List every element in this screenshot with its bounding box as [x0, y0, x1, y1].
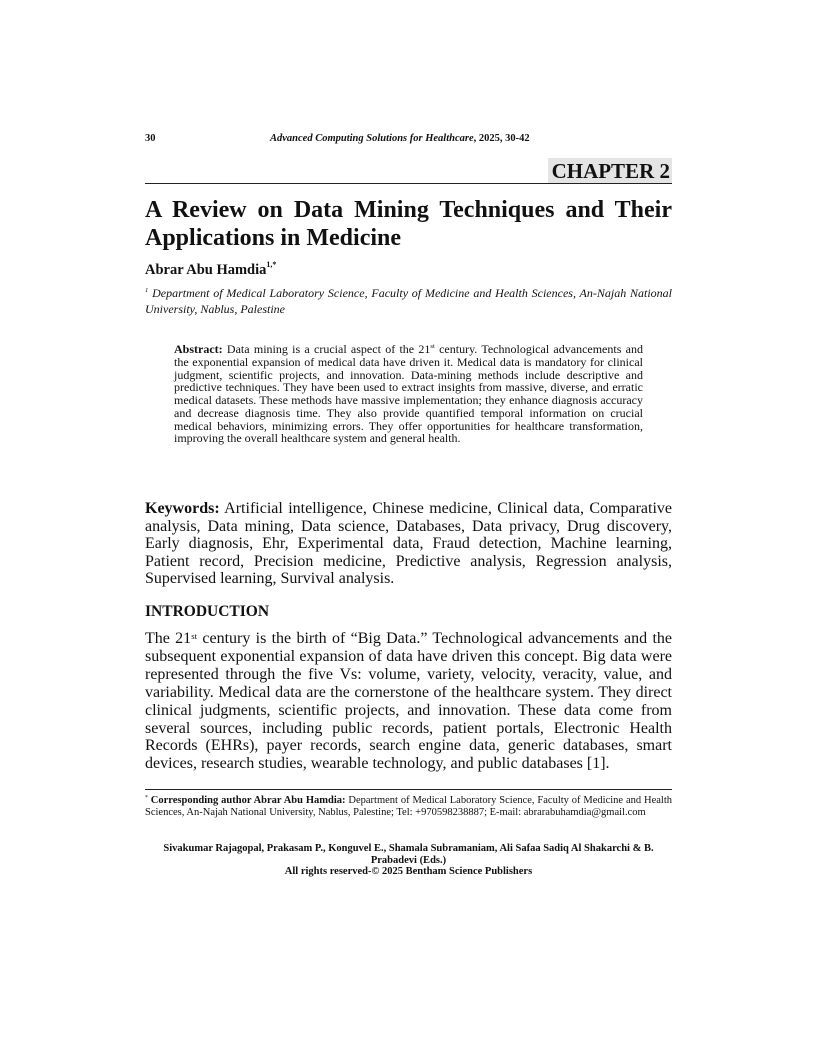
editors: Sivakumar Rajagopal, Prakasam P., Konguvel E., Shamala Subramaniam, Ali Safaa Sadiq Al Shakarchi & B. Prabadevi (Eds.)	[163, 843, 654, 866]
introduction-paragraph	[145, 630, 672, 773]
chapter-label: CHAPTER 2	[548, 158, 672, 183]
abstract-label: Abstract:	[174, 342, 223, 356]
chapter-title: A Review on Data Mining Techniques and Their Applications in Medicine	[145, 197, 672, 251]
abstract-text: Data mining is a crucial aspect of the 21	[222, 342, 431, 356]
chapter-divider	[145, 183, 672, 184]
intro-sup: st	[191, 631, 198, 641]
footnote-mark: *	[145, 795, 148, 801]
intro-text: The 21	[145, 630, 192, 647]
keywords-text: Artificial intelligence, Chinese medicine, Clinical data, Comparative analysis, Data mining, Data science, Databases, Data privacy, Drug discovery, Early diagnosis, Ehr, Experimental data, Fraud detection, Machine learning, Patient record, Precision medicine, Predictive analysis, Regression analysis, Supervised learning, Survival analysis.	[145, 500, 672, 588]
abstract	[174, 343, 643, 445]
author-name: Abrar Abu Hamdia	[145, 262, 267, 278]
author-affiliation-mark: 1,*	[266, 260, 277, 269]
journal-pages: , 2025, 30-42	[473, 133, 530, 144]
abstract-text-cont: century. Technological advancements and the exponential expansion of medical data have driven it. Medical data is mandatory for clinical judgment, scientific projects, and innovation. Data-mining methods include descriptive and predictive techniques. They have been used to extract insights from massive, diverse, and erratic medical datasets. These methods have massive implementation; they enhance diagnosis accuracy and decrease diagnosis time. They also provide quantified temporal information on crucial medical behaviors, minimizing errors. They offer opportunities for healthcare transformation, improving the overall healthcare system and general health.	[174, 342, 643, 446]
affiliation-mark: 1	[145, 287, 149, 294]
keywords-label: Keywords:	[145, 500, 220, 517]
author	[145, 262, 276, 279]
footnote-divider	[145, 789, 672, 790]
affiliation	[145, 285, 672, 317]
abstract-sup: st	[430, 343, 435, 350]
affiliation-text: Department of Medical Laboratory Science, Faculty of Medicine and Health Sciences, An-Najah National University, Nablus, Palestine	[145, 286, 672, 316]
footnote-label: Corresponding author Abrar Abu Hamdia:	[147, 795, 346, 806]
keywords	[145, 500, 672, 588]
journal-title: Advanced Computing Solutions for Healthcare	[270, 133, 474, 144]
book-credits	[145, 843, 672, 878]
footnote-text: Department of Medical Laboratory Science, Faculty of Medicine and Health Sciences, An-Najah National University, Nablus, Palestine; Tel: +970598238887; E-mail: abrarabuhamdia@gmail.com	[145, 795, 672, 818]
page-number: 30	[145, 133, 156, 144]
journal-citation	[270, 133, 530, 144]
copyright: All rights reserved-© 2025 Bentham Science Publishers	[284, 866, 533, 878]
footnote	[145, 795, 672, 818]
intro-text-cont: century is the birth of “Big Data.” Technological advancements and the subsequent exponential expansion of data have driven this concept. Big data were represented through the five Vs: volume, variety, velocity, veracity, value, and variability. Medical data are the cornerstone of the healthcare system. They direct clinical judgments, scientific projects, and innovation. These data come from several sources, including public records, patient portals, Electronic Health Records (EHRs), payer records, search engine data, generic databases, smart devices, research studies, wearable technology, and public databases [1].	[145, 630, 673, 773]
section-heading-introduction: INTRODUCTION	[145, 603, 270, 620]
